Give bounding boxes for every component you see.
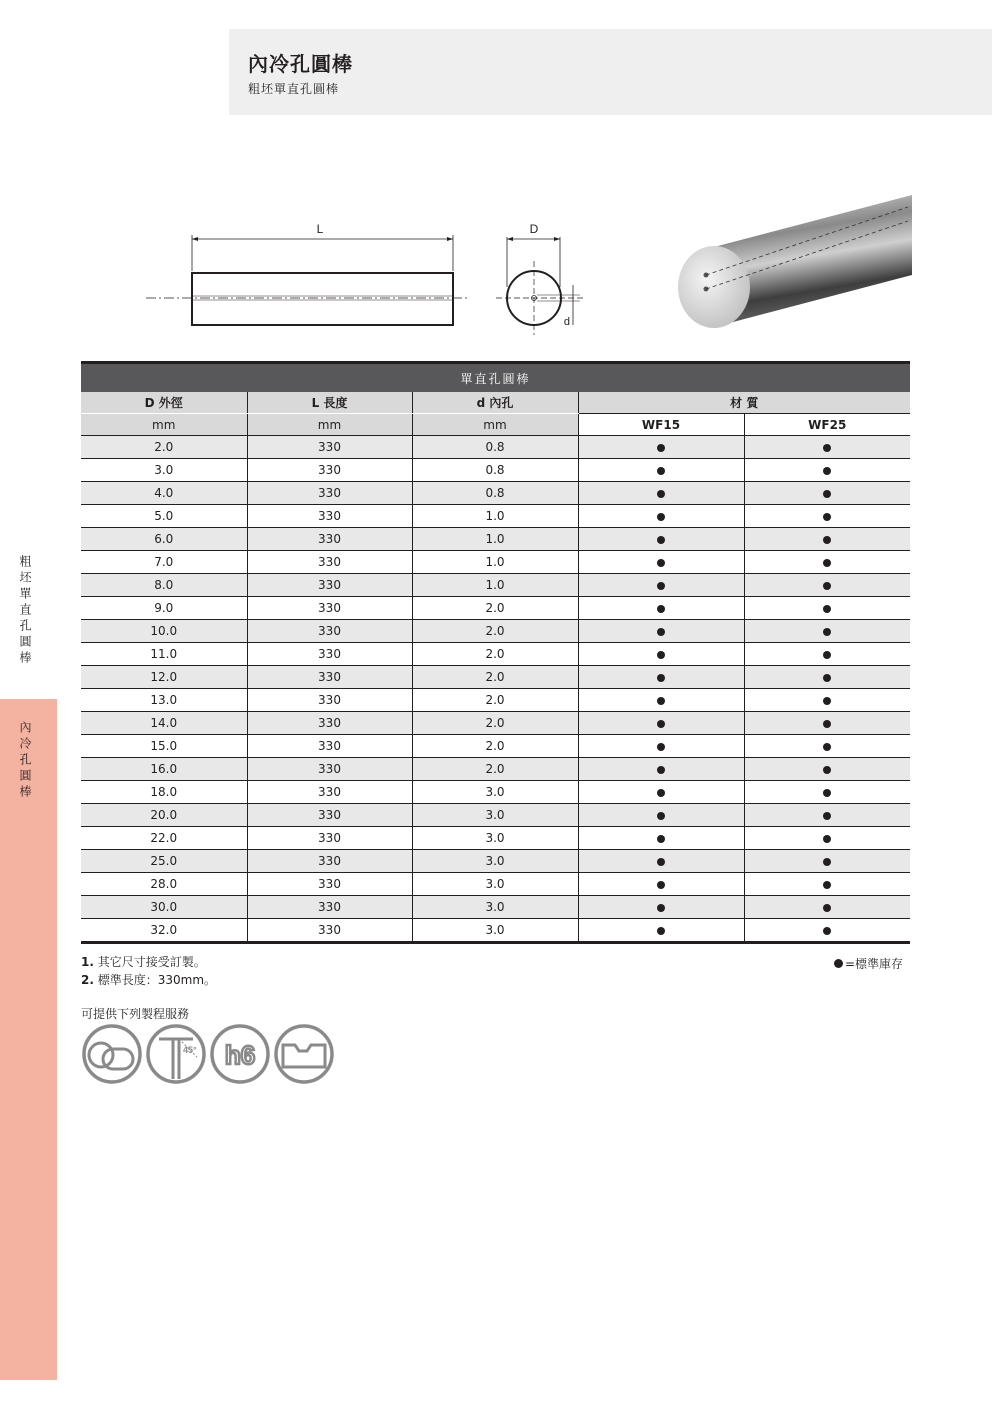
cell-l: 330 (247, 919, 412, 943)
cell-wf25 (744, 735, 910, 758)
hole-label: d (563, 316, 570, 328)
cell-wf15 (578, 436, 744, 459)
legend (834, 955, 903, 972)
table-row (81, 873, 910, 896)
cell-wf25 (744, 689, 910, 712)
cell-wf15 (578, 551, 744, 574)
cell-l: 330 (247, 459, 412, 482)
cell-l: 330 (247, 781, 412, 804)
stock-dot-icon (657, 766, 665, 774)
cell-d: 2.0 (412, 643, 578, 666)
cell-wf15 (578, 482, 744, 505)
cell-d: 11.0 (81, 643, 247, 666)
cell-l: 330 (247, 666, 412, 689)
table-row (81, 551, 910, 574)
stock-dot-icon (823, 490, 831, 498)
cell-d: 22.0 (81, 827, 247, 850)
cell-d: 12.0 (81, 666, 247, 689)
cell-l: 330 (247, 551, 412, 574)
cell-d: 3.0 (412, 896, 578, 919)
notes (81, 953, 216, 989)
cell-d: 18.0 (81, 781, 247, 804)
page-subtitle: 粗坯單直孔圓棒 (248, 82, 340, 96)
side-tab-rough-blank[interactable] (0, 555, 57, 695)
cell-wf15 (578, 528, 744, 551)
stock-dot-icon (834, 959, 843, 968)
cell-d: 1.0 (412, 551, 578, 574)
cell-d: 5.0 (81, 505, 247, 528)
cell-d: 16.0 (81, 758, 247, 781)
cell-d: 14.0 (81, 712, 247, 735)
cell-l: 330 (247, 620, 412, 643)
table-row (81, 528, 910, 551)
cell-l: 330 (247, 597, 412, 620)
cell-l: 330 (247, 896, 412, 919)
spec-grid (81, 392, 910, 944)
cell-wf25 (744, 804, 910, 827)
cell-d: 2.0 (81, 436, 247, 459)
cell-d: 10.0 (81, 620, 247, 643)
side-tab-coolant-rod[interactable] (0, 699, 57, 1380)
cell-l: 330 (247, 505, 412, 528)
stock-dot-icon (823, 766, 831, 774)
page-title: 內冷孔圓棒 (248, 52, 353, 76)
cell-wf15 (578, 666, 744, 689)
stock-dot-icon (823, 467, 831, 475)
side-tab-label: 內冷孔圓棒 (18, 721, 32, 801)
cell-d: 30.0 (81, 896, 247, 919)
table-row (81, 574, 910, 597)
cell-wf25 (744, 712, 910, 735)
cell-wf15 (578, 758, 744, 781)
unit-outer-diameter: mm (81, 414, 247, 436)
cell-d: 2.0 (412, 689, 578, 712)
cell-d: 2.0 (412, 620, 578, 643)
stock-dot-icon (823, 881, 831, 889)
cylindrical-grinding-icon (81, 1023, 143, 1085)
cell-l: 330 (247, 643, 412, 666)
stock-dot-icon (823, 559, 831, 567)
cell-l: 330 (247, 574, 412, 597)
stock-dot-icon (657, 720, 665, 728)
material-wf15: WF15 (578, 414, 744, 436)
cell-d: 3.0 (412, 850, 578, 873)
col-header-material: 材 質 (578, 392, 910, 414)
svg-text:45°: 45° (183, 1045, 197, 1055)
stock-dot-icon (823, 697, 831, 705)
unit-hole: mm (412, 414, 578, 436)
stock-dot-icon (823, 812, 831, 820)
cell-wf25 (744, 919, 910, 943)
cell-d: 2.0 (412, 666, 578, 689)
cell-d: 4.0 (81, 482, 247, 505)
cell-wf25 (744, 781, 910, 804)
cell-wf15 (578, 896, 744, 919)
diameter-label: D (529, 222, 539, 236)
stock-dot-icon (823, 444, 831, 452)
cell-l: 330 (247, 689, 412, 712)
cell-l: 330 (247, 804, 412, 827)
cell-d: 3.0 (412, 873, 578, 896)
note-1: 1. 其它尺寸接受訂製。 (81, 955, 206, 969)
cell-d: 2.0 (412, 735, 578, 758)
stock-dot-icon (657, 490, 665, 498)
table-row (81, 758, 910, 781)
cell-wf15 (578, 597, 744, 620)
table-row (81, 436, 910, 459)
spec-table-body (81, 436, 910, 943)
rod-photo (676, 193, 912, 333)
stock-dot-icon (657, 444, 665, 452)
cell-l: 330 (247, 436, 412, 459)
stock-dot-icon (657, 559, 665, 567)
cell-d: 7.0 (81, 551, 247, 574)
table-row (81, 643, 910, 666)
cell-wf15 (578, 643, 744, 666)
rod-side-view (146, 235, 470, 325)
cell-d: 3.0 (81, 459, 247, 482)
cell-wf15 (578, 689, 744, 712)
cell-wf25 (744, 482, 910, 505)
stock-dot-icon (657, 812, 665, 820)
cell-wf15 (578, 919, 744, 943)
cell-wf25 (744, 620, 910, 643)
stock-dot-icon (823, 674, 831, 682)
stock-dot-icon (657, 743, 665, 751)
cell-d: 8.0 (81, 574, 247, 597)
cell-wf15 (578, 781, 744, 804)
cell-d: 20.0 (81, 804, 247, 827)
stock-dot-icon (823, 743, 831, 751)
stock-dot-icon (657, 927, 665, 935)
cell-d: 0.8 (412, 436, 578, 459)
cell-d: 32.0 (81, 919, 247, 943)
table-title: 單直孔圓棒 (81, 361, 910, 392)
cell-l: 330 (247, 850, 412, 873)
cell-d: 1.0 (412, 505, 578, 528)
table-row (81, 735, 910, 758)
spec-table (81, 361, 910, 944)
stock-dot-icon (657, 582, 665, 590)
cell-d: 13.0 (81, 689, 247, 712)
cell-wf25 (744, 528, 910, 551)
cell-wf25 (744, 505, 910, 528)
cell-wf15 (578, 505, 744, 528)
cell-d: 9.0 (81, 597, 247, 620)
cell-wf25 (744, 850, 910, 873)
col-header-length: L 長度 (247, 392, 412, 414)
length-label: L (316, 222, 324, 236)
stock-dot-icon (823, 513, 831, 521)
svg-text:h6: h6 (224, 1040, 256, 1070)
table-row (81, 459, 910, 482)
cell-d: 15.0 (81, 735, 247, 758)
cell-d: 1.0 (412, 574, 578, 597)
stock-dot-icon (657, 651, 665, 659)
cell-wf25 (744, 551, 910, 574)
stock-dot-icon (823, 835, 831, 843)
cell-wf15 (578, 574, 744, 597)
stock-dot-icon (657, 467, 665, 475)
side-tab-label: 粗坯單直孔圓棒 (18, 555, 32, 667)
rod-end-view (496, 237, 586, 335)
cell-wf15 (578, 735, 744, 758)
cell-wf25 (744, 436, 910, 459)
unit-length: mm (247, 414, 412, 436)
table-row (81, 827, 910, 850)
cell-l: 330 (247, 758, 412, 781)
table-row (81, 666, 910, 689)
cell-l: 330 (247, 827, 412, 850)
cell-d: 2.0 (412, 758, 578, 781)
table-row (81, 505, 910, 528)
cell-wf25 (744, 666, 910, 689)
chamfer-icon (145, 1023, 207, 1085)
table-row (81, 597, 910, 620)
cell-d: 1.0 (412, 528, 578, 551)
cell-d: 6.0 (81, 528, 247, 551)
cell-d: 3.0 (412, 919, 578, 943)
table-row (81, 850, 910, 873)
col-header-outer-diameter: D 外徑 (81, 392, 247, 414)
h6-tolerance-icon (209, 1023, 271, 1085)
stock-dot-icon (657, 904, 665, 912)
stock-dot-icon (657, 674, 665, 682)
material-wf25: WF25 (744, 414, 910, 436)
cell-wf15 (578, 850, 744, 873)
stock-dot-icon (823, 651, 831, 659)
cell-l: 330 (247, 873, 412, 896)
cell-wf25 (744, 827, 910, 850)
stock-dot-icon (657, 835, 665, 843)
stock-dot-icon (823, 720, 831, 728)
stock-dot-icon (823, 582, 831, 590)
stock-dot-icon (657, 513, 665, 521)
table-row (81, 781, 910, 804)
cell-l: 330 (247, 528, 412, 551)
stock-dot-icon (657, 858, 665, 866)
cell-d: 3.0 (412, 804, 578, 827)
services-label: 可提供下列製程服務 (81, 1007, 190, 1021)
cell-l: 330 (247, 712, 412, 735)
table-row (81, 804, 910, 827)
stock-dot-icon (823, 789, 831, 797)
note-2: 2. 標準長度：330mm。 (81, 973, 217, 987)
cell-wf25 (744, 896, 910, 919)
stock-dot-icon (823, 605, 831, 613)
cell-wf25 (744, 459, 910, 482)
service-icons (81, 1023, 335, 1085)
cell-wf15 (578, 459, 744, 482)
table-row (81, 712, 910, 735)
legend-text: =標準庫存 (845, 957, 904, 971)
cell-wf25 (744, 574, 910, 597)
table-row (81, 689, 910, 712)
stock-dot-icon (823, 628, 831, 636)
stock-dot-icon (657, 628, 665, 636)
rod-dimension-diagram (140, 215, 600, 335)
cell-d: 2.0 (412, 712, 578, 735)
cell-wf15 (578, 827, 744, 850)
cell-wf15 (578, 873, 744, 896)
col-header-hole: d 內孔 (412, 392, 578, 414)
cutting-icon (273, 1023, 335, 1085)
cell-wf15 (578, 620, 744, 643)
stock-dot-icon (823, 927, 831, 935)
cell-d: 3.0 (412, 827, 578, 850)
stock-dot-icon (657, 789, 665, 797)
stock-dot-icon (657, 881, 665, 889)
cell-d: 25.0 (81, 850, 247, 873)
table-row (81, 896, 910, 919)
cell-wf25 (744, 758, 910, 781)
cell-d: 2.0 (412, 597, 578, 620)
stock-dot-icon (657, 697, 665, 705)
stock-dot-icon (657, 605, 665, 613)
cell-wf15 (578, 712, 744, 735)
cell-l: 330 (247, 482, 412, 505)
cell-wf25 (744, 597, 910, 620)
cell-d: 0.8 (412, 459, 578, 482)
table-row (81, 482, 910, 505)
cell-wf25 (744, 643, 910, 666)
cell-wf25 (744, 873, 910, 896)
stock-dot-icon (823, 858, 831, 866)
cell-wf15 (578, 804, 744, 827)
table-row (81, 919, 910, 943)
table-row (81, 620, 910, 643)
cell-d: 0.8 (412, 482, 578, 505)
stock-dot-icon (823, 536, 831, 544)
stock-dot-icon (823, 904, 831, 912)
cell-l: 330 (247, 735, 412, 758)
stock-dot-icon (657, 536, 665, 544)
cell-d: 28.0 (81, 873, 247, 896)
cell-d: 3.0 (412, 781, 578, 804)
